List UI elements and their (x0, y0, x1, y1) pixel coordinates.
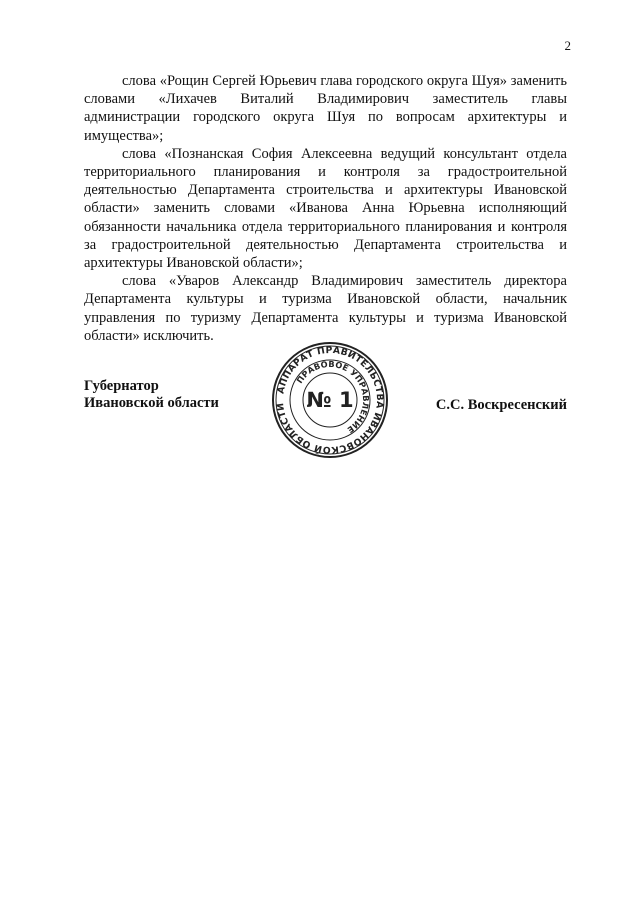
seal-outer-text: АППАРАТ ПРАВИТЕЛЬСТВА ИВАНОВСКОЙ ОБЛАСТИ (274, 344, 386, 456)
signer-name: С.С. Воскресенский (435, 397, 567, 413)
paragraph-1: слова «Рощин Сергей Юрьевич глава городского округа Шуя» заменить словами «Лихачев Виталий Владимирович заместитель главы администрации городского округа Шуя по вопросам архитектуры и имущества»; (84, 73, 567, 144)
official-seal-stamp (271, 341, 389, 459)
signer-title (84, 378, 219, 412)
paragraph-3: слова «Уваров Александр Владимирович заместитель директора Департамента культуры и туризма Ивановской области, начальник управления по туризму Департамента культуры и туризма Ивановской области» исключить. (84, 273, 567, 344)
signer-title-line-2: Ивановской области (84, 395, 219, 411)
seal-inner-text: ПРАВОВОЕ УПРАВЛЕНИЕ (294, 358, 372, 436)
paragraph-2: слова «Познанская София Алексеевна ведущий консультант отдела территориального планирования и контроля за градостроительной деятельностью Департамента строительства и архитектуры Ивановской области» заменить словами «Иванова Анна Юрьевна исполняющий обязанности начальника отдела территориального планирования и контроля за градостроительной деятельностью Департамента строительства и архитектуры Ивановской области»; (84, 145, 567, 272)
signer-title-line-1: Губернатор (84, 378, 159, 394)
seal-graphic (271, 341, 389, 459)
document-body (84, 72, 567, 345)
page-number: 2 (564, 38, 571, 53)
seal-number: № 1 (306, 388, 354, 412)
